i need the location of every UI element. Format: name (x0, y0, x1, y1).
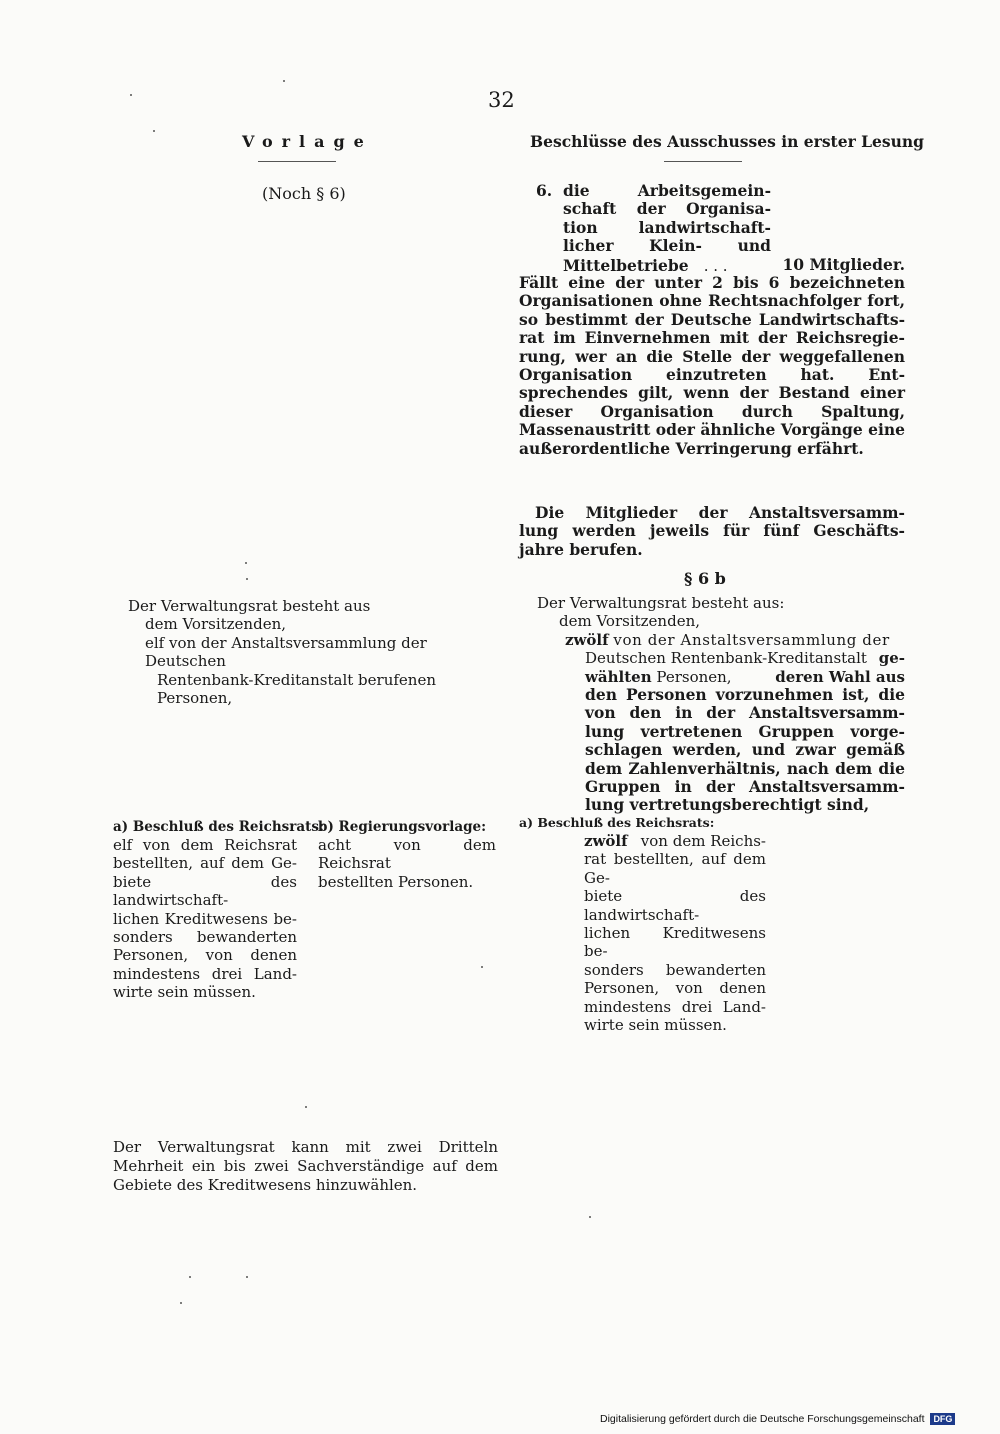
paragraph-line (537, 668, 905, 686)
left-a-text (113, 836, 297, 1002)
left-b-text (318, 836, 496, 891)
paragraph-line: bestellten Personen. (318, 872, 474, 891)
scan-speck (481, 966, 483, 968)
paragraph-line: Personen, von denen (113, 946, 297, 965)
item-name (563, 182, 771, 256)
paragraph-line: Der Verwaltungsrat besteht aus: (537, 594, 785, 612)
paragraph-line: sprechendes gilt, wenn der Bestand einer (519, 383, 905, 403)
left-a-label: a) Beschluß des Reichsrats: (113, 819, 324, 835)
paragraph-line: acht von dem Reichsrat (318, 836, 496, 873)
paragraph-line: rung, wer an die Stelle der weggefallenen (519, 346, 905, 366)
scan-speck (283, 80, 285, 82)
replacement-paragraph (519, 274, 905, 458)
paragraph-line: lung vertretungsberechtigt sind, (585, 795, 870, 815)
scan-speck (245, 562, 247, 564)
left-noch-paragraph-ref: (Noch § 6) (262, 184, 346, 203)
paragraph-line: rat bestellten, auf dem Ge- (584, 850, 766, 887)
paragraph-line: wirte sein müssen. (584, 1016, 727, 1035)
paragraph-line: Der Verwaltungsrat kann mit zwei Dritteln (113, 1138, 498, 1156)
emphasis: deren Wahl aus (775, 667, 905, 686)
paragraph-line: Massenaustritt oder ähnliche Vorgänge eine (519, 420, 905, 440)
paragraph-line: lichen Kreditwesens be- (113, 909, 297, 928)
paragraph-line: rat im Einvernehmen mit der Reichsregie- (519, 328, 905, 348)
paragraph-line: von den in der Anstaltsversamm- (585, 703, 905, 723)
paragraph-line: dem Vorsitzenden, (559, 612, 700, 631)
paragraph-line: Rentenbank-Kreditanstalt berufenen Personen, (157, 670, 436, 708)
leader-dots: . . . (703, 256, 728, 275)
right-block-term-of-office (519, 504, 905, 559)
footer-text: Digitalisierung gefördert durch die Deutsche Forschungsgemeinschaft (600, 1413, 925, 1425)
paragraph-line: Personen, von denen (584, 979, 766, 998)
paragraph-line: schlagen werden, und zwar gemäß (585, 740, 905, 760)
paragraph-line: bestellten, auf dem Ge- (113, 854, 297, 873)
scan-speck (305, 1106, 307, 1108)
text-run: Personen, (656, 667, 732, 686)
paragraph-line: lichen Kreditwesens be- (584, 924, 766, 961)
paragraph-line: Organisationen ohne Rechtsnachfolger fort, (519, 291, 905, 311)
left-column-header: Vorlage (242, 132, 373, 151)
paragraph-line: lung werden jeweils für fünf Geschäfts- (519, 521, 905, 541)
text-run: von der Anstaltsversammlung der (613, 630, 890, 649)
scan-speck (130, 94, 132, 96)
emphasis: ge- (878, 649, 905, 668)
paragraph-line: mindestens drei Land- (113, 964, 297, 983)
paragraph-line: Gebiete des Kreditwesens hinzuwählen. (113, 1176, 418, 1194)
dfg-logo: DFG (930, 1413, 955, 1425)
paragraph-line: dem Zahlenverhältnis, nach dem die (585, 758, 905, 778)
left-bottom-block (113, 1138, 498, 1195)
paragraph-line: lung vertretenen Gruppen vorge- (585, 721, 905, 741)
paragraph-line (584, 832, 766, 850)
scan-speck (153, 130, 155, 132)
scan-speck (246, 578, 248, 580)
item-name-line: die Arbeitsgemein- (563, 181, 771, 200)
text-run: Deutschen Rentenbank-Kreditanstalt (585, 649, 867, 668)
paragraph-line: biete des landwirtschaft- (113, 872, 297, 910)
item-name-last: Mittelbetriebe (563, 255, 689, 275)
paragraph-line: dieser Organisation durch Spaltung, (519, 401, 905, 421)
right-a-text (584, 832, 766, 1034)
paragraph-line: elf von dem Reichsrat (113, 836, 297, 854)
paragraph-line: Der Verwaltungsrat besteht aus (128, 597, 371, 615)
emphasis: zwölf (584, 832, 628, 850)
paragraph-line: so bestimmt der Deutsche Landwirtschafts- (519, 309, 905, 329)
paragraph-line: mindestens drei Land- (584, 997, 766, 1016)
right-a-label: a) Beschluß des Reichsrats: (519, 815, 715, 830)
paragraph-line: sonders bewanderten (113, 928, 297, 947)
left-b-label: b) Regierungsvorlage: (318, 819, 487, 835)
paragraph-line: sonders bewanderten (584, 960, 766, 979)
item-number: 6. (536, 181, 553, 200)
paragraph-line: Fällt eine der unter 2 bis 6 bezeichneten (519, 273, 905, 292)
paragraph-line (537, 649, 905, 667)
page-number: 32 (488, 88, 515, 112)
paragraph-line: Organisation einzutreten hat. Ent- (519, 365, 905, 385)
paragraph-line: jahre berufen. (519, 539, 643, 559)
item-name-line: licher Klein- und (563, 236, 771, 256)
paragraph-line: elf von der Anstaltsversammlung der Deutschen (145, 633, 427, 671)
paragraph-line: Gruppen in der Anstaltsversamm- (585, 777, 905, 797)
right-verwaltungsrat-block (537, 594, 905, 815)
right-header-rule (664, 161, 742, 162)
paragraph-line: außerordentliche Verringerung erfährt. (519, 438, 864, 458)
scan-speck (189, 1276, 191, 1278)
paragraph-line: biete des landwirtschaft- (584, 887, 766, 924)
member-count: 10 Mitglieder. (782, 254, 905, 274)
paragraph-line (537, 631, 905, 649)
emphasis: wählten (585, 667, 652, 686)
left-verwaltungsrat-block (128, 597, 498, 707)
paragraph-line: dem Vorsitzenden, (145, 615, 286, 634)
emphasis: zwölf (565, 630, 609, 649)
scan-speck (246, 1276, 248, 1278)
right-column-header: Beschlüsse des Ausschusses in erster Lesung (530, 132, 925, 151)
item-name-line: tion landwirtschaft- (563, 217, 771, 237)
item-name-line: schaft der Organisa- (563, 199, 771, 219)
paragraph-line: den Personen vorzunehmen ist, die (585, 685, 905, 705)
paragraph-line: Die Mitglieder der Anstaltsversamm- (535, 503, 905, 522)
scan-speck (180, 1302, 182, 1304)
paragraph-line: Mehrheit ein bis zwei Sachverständige auf dem (113, 1157, 498, 1175)
paragraph-line: wirte sein müssen. (113, 983, 256, 1002)
section-6b-heading: § 6 b (684, 569, 726, 588)
text-run: von dem Reichs- (640, 832, 766, 850)
scan-speck (589, 1216, 591, 1218)
digitization-footer (600, 1413, 955, 1425)
bold-amendment (537, 686, 905, 815)
left-header-rule (258, 161, 336, 162)
